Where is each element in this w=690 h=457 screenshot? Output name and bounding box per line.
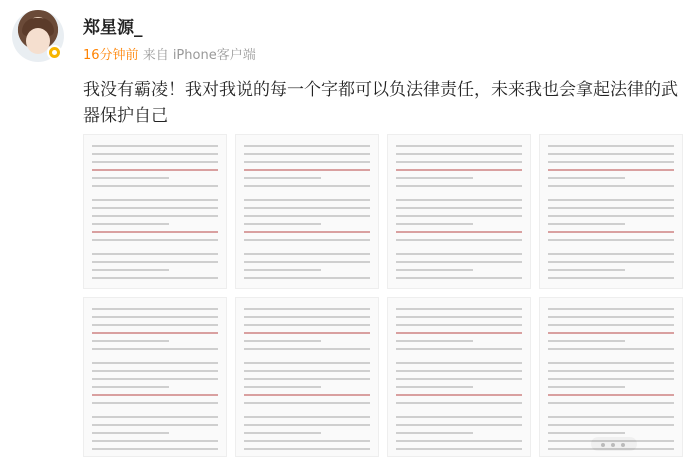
text-line <box>244 215 370 217</box>
text-line <box>396 253 522 255</box>
text-line <box>244 440 370 442</box>
text-line <box>92 394 218 396</box>
text-line <box>396 370 522 372</box>
text-line <box>244 269 321 271</box>
text-line <box>244 348 370 350</box>
text-line <box>396 177 473 179</box>
text-line <box>92 448 218 450</box>
post-source: 来自 iPhone客户端 <box>142 48 256 63</box>
text-line <box>396 223 473 225</box>
text-line <box>92 370 218 372</box>
image-thumbnail[interactable] <box>539 297 683 457</box>
text-line <box>548 386 625 388</box>
text-line <box>92 277 218 279</box>
dot-icon <box>621 443 625 447</box>
text-line <box>548 316 674 318</box>
text-line <box>396 308 522 310</box>
text-line <box>396 199 522 201</box>
dot-icon <box>601 443 605 447</box>
text-line <box>396 161 522 163</box>
text-line <box>244 424 370 426</box>
text-line <box>244 316 370 318</box>
text-line <box>244 231 370 233</box>
text-line <box>244 324 370 326</box>
text-line <box>92 308 218 310</box>
text-line <box>92 199 218 201</box>
post-time[interactable]: 16分钟前 <box>83 48 139 63</box>
text-line <box>548 207 674 209</box>
username[interactable]: 郑星源_ <box>83 18 143 38</box>
text-line <box>92 402 218 404</box>
text-line <box>396 324 522 326</box>
text-line <box>244 277 370 279</box>
text-line <box>244 402 370 404</box>
text-line <box>548 261 674 263</box>
text-line <box>396 169 522 171</box>
text-line <box>92 223 169 225</box>
text-line <box>92 207 218 209</box>
text-line <box>396 316 522 318</box>
text-line <box>548 199 674 201</box>
text-line <box>396 378 522 380</box>
text-line <box>92 169 218 171</box>
image-thumbnail[interactable] <box>83 297 227 457</box>
text-line <box>244 161 370 163</box>
post-text: 我没有霸凌！我对我说的每一个字都可以负法律责任，未来我也会拿起法律的武器保护自己 <box>83 80 678 126</box>
text-line <box>92 378 218 380</box>
text-line <box>548 378 674 380</box>
text-line <box>396 440 522 442</box>
image-thumbnail[interactable] <box>387 134 531 289</box>
dot-icon <box>611 443 615 447</box>
text-line <box>244 362 370 364</box>
text-line <box>548 169 674 171</box>
text-line <box>396 448 522 450</box>
text-line <box>548 308 674 310</box>
text-line <box>548 432 625 434</box>
text-line <box>92 348 218 350</box>
text-line <box>548 223 625 225</box>
text-line <box>548 239 674 241</box>
text-line <box>396 424 522 426</box>
text-line <box>244 223 321 225</box>
text-line <box>244 394 370 396</box>
text-line <box>548 416 674 418</box>
text-line <box>92 362 218 364</box>
text-line <box>92 332 218 334</box>
text-line <box>244 386 321 388</box>
text-line <box>92 239 218 241</box>
text-line <box>244 207 370 209</box>
text-line <box>396 231 522 233</box>
text-line <box>548 332 674 334</box>
text-line <box>92 316 218 318</box>
text-line <box>548 402 674 404</box>
text-line <box>244 332 370 334</box>
text-line <box>244 177 321 179</box>
text-line <box>548 348 674 350</box>
text-line <box>396 416 522 418</box>
text-line <box>244 199 370 201</box>
image-thumbnail[interactable] <box>539 134 683 289</box>
text-line <box>396 145 522 147</box>
text-line <box>244 308 370 310</box>
text-line <box>396 386 473 388</box>
text-line <box>92 177 169 179</box>
text-line <box>396 215 522 217</box>
image-grid <box>83 134 683 451</box>
text-line <box>244 239 370 241</box>
text-line <box>244 432 321 434</box>
text-line <box>396 348 522 350</box>
text-line <box>548 340 625 342</box>
more-images-indicator[interactable] <box>591 437 637 451</box>
text-line <box>396 362 522 364</box>
text-line <box>548 370 674 372</box>
text-line <box>92 185 218 187</box>
text-line <box>396 269 473 271</box>
text-line <box>244 169 370 171</box>
text-line <box>92 416 218 418</box>
text-line <box>92 432 169 434</box>
text-line <box>92 145 218 147</box>
text-line <box>244 253 370 255</box>
text-line <box>244 370 370 372</box>
text-line <box>548 215 674 217</box>
image-thumbnail[interactable] <box>387 297 531 457</box>
text-line <box>92 153 218 155</box>
text-line <box>244 185 370 187</box>
text-line <box>548 277 674 279</box>
text-line <box>548 394 674 396</box>
image-thumbnail[interactable] <box>83 134 227 289</box>
text-line <box>396 239 522 241</box>
post-meta <box>83 44 256 63</box>
text-line <box>396 207 522 209</box>
text-line <box>396 185 522 187</box>
text-line <box>92 261 218 263</box>
text-line <box>396 277 522 279</box>
text-line <box>396 394 522 396</box>
text-line <box>244 416 370 418</box>
text-line <box>92 231 218 233</box>
text-line <box>396 340 473 342</box>
text-line <box>396 153 522 155</box>
text-line <box>548 185 674 187</box>
text-line <box>548 324 674 326</box>
text-line <box>92 269 169 271</box>
text-line <box>396 332 522 334</box>
text-line <box>244 145 370 147</box>
image-thumbnail[interactable] <box>235 297 379 457</box>
text-line <box>548 177 625 179</box>
text-line <box>548 362 674 364</box>
text-line <box>244 378 370 380</box>
text-line <box>396 432 473 434</box>
text-line <box>92 253 218 255</box>
text-line <box>548 145 674 147</box>
text-line <box>92 340 169 342</box>
text-line <box>92 324 218 326</box>
image-thumbnail[interactable] <box>235 134 379 289</box>
text-line <box>244 153 370 155</box>
text-line <box>92 215 218 217</box>
text-line <box>548 253 674 255</box>
text-line <box>548 269 625 271</box>
verified-badge-icon <box>47 45 62 60</box>
text-line <box>396 261 522 263</box>
text-line <box>92 386 169 388</box>
text-line <box>244 261 370 263</box>
text-line <box>548 231 674 233</box>
text-line <box>548 424 674 426</box>
text-line <box>92 161 218 163</box>
text-line <box>244 448 370 450</box>
text-line <box>92 424 218 426</box>
text-line <box>548 153 674 155</box>
text-line <box>92 440 218 442</box>
text-line <box>548 161 674 163</box>
text-line <box>396 402 522 404</box>
text-line <box>244 340 321 342</box>
